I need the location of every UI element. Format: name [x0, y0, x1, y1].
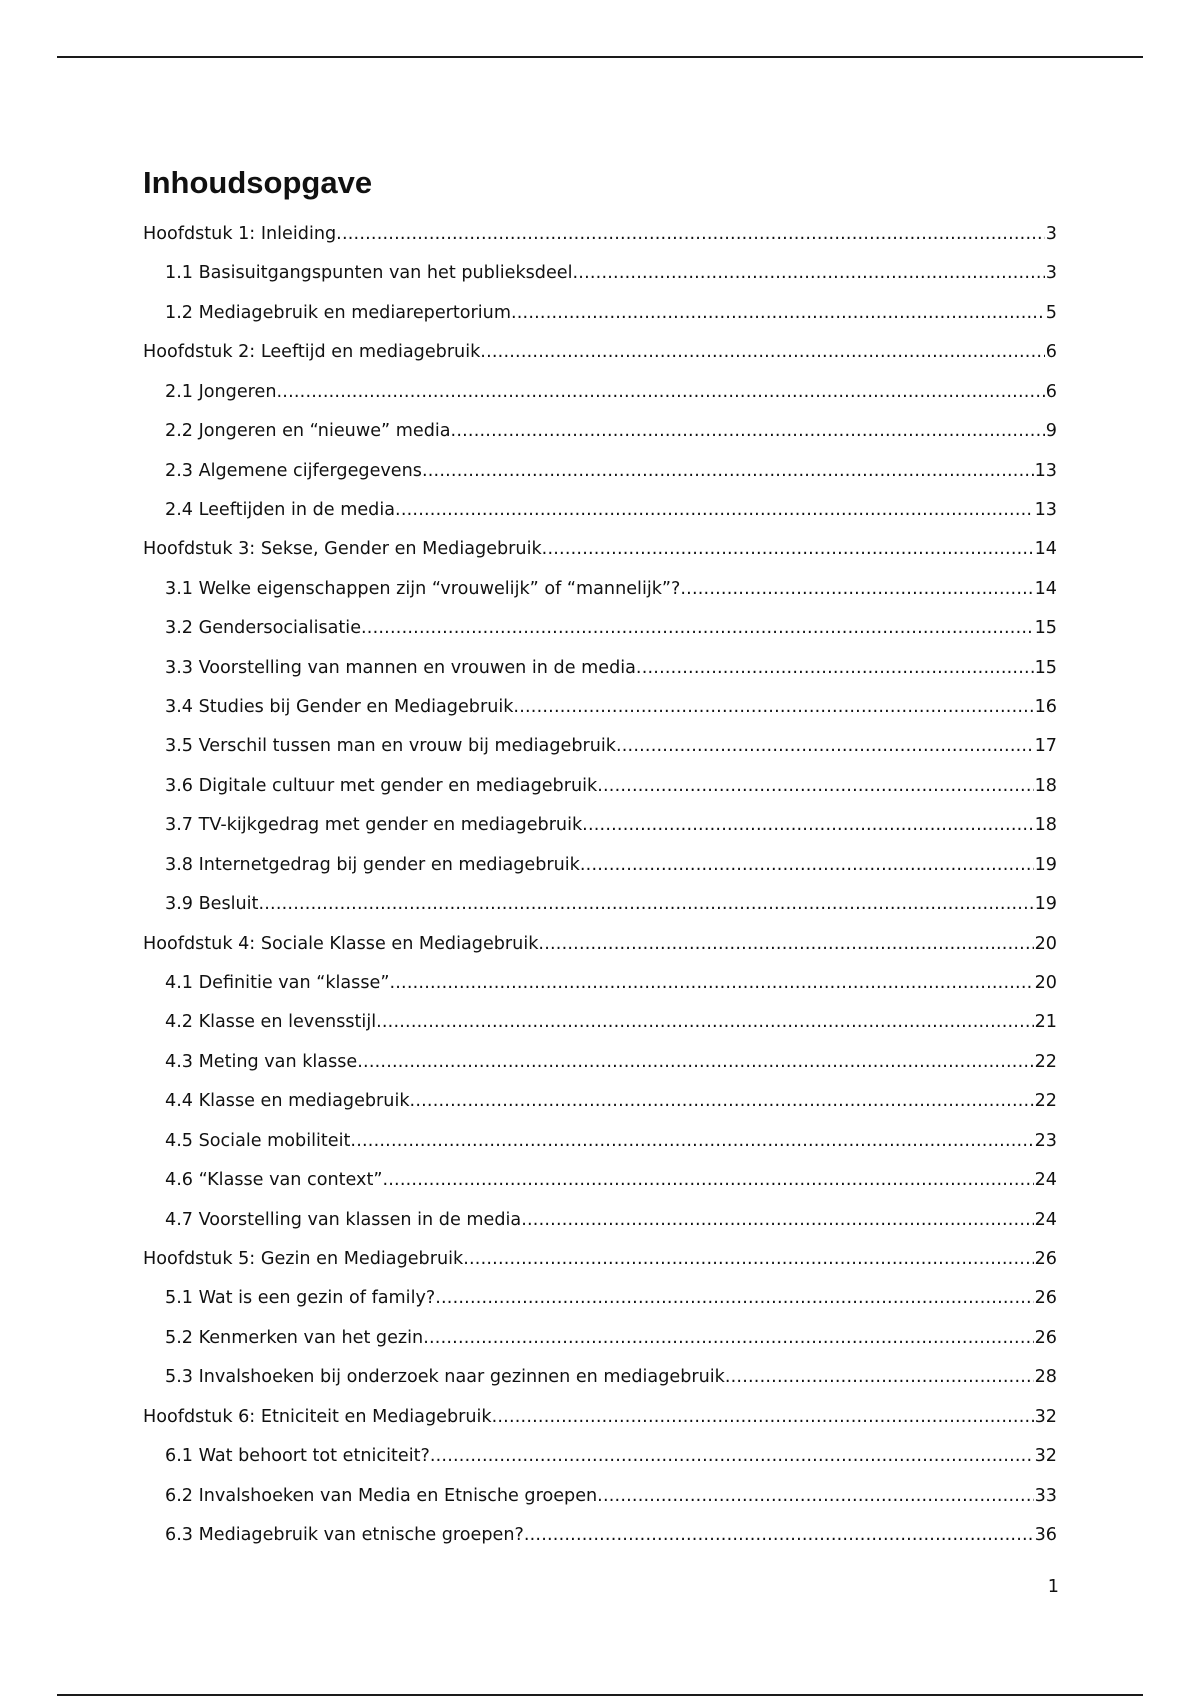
toc-entry-label: 6.1 Wat behoort tot etniciteit?: [165, 1446, 430, 1467]
toc-entry-label: 4.7 Voorstelling van klassen in de media: [165, 1209, 522, 1230]
toc-dot-leader: [636, 649, 1034, 688]
toc-section-entry[interactable]: [143, 452, 1057, 491]
toc-entry-label: 6.3 Mediagebruik van etnische groepen?: [165, 1524, 524, 1545]
toc-entry-page: 9: [1045, 421, 1057, 442]
toc-entry-label: 3.1 Welke eigenschappen zijn “vrouwelijk” of “mannelijk”?: [165, 578, 681, 599]
toc-section-entry[interactable]: [143, 1082, 1057, 1121]
toc-dot-leader: [492, 1398, 1034, 1437]
toc-entry-page: 32: [1034, 1446, 1057, 1467]
toc-dot-leader: [582, 806, 1033, 845]
toc-chapter-entry[interactable]: [143, 1398, 1057, 1437]
toc-chapter-entry[interactable]: [143, 333, 1057, 372]
toc-entry-page: 18: [1034, 775, 1057, 796]
toc-section-entry[interactable]: [143, 885, 1057, 924]
toc-dot-leader: [597, 767, 1033, 806]
toc-entry-page: 17: [1034, 736, 1057, 757]
toc-section-entry[interactable]: [143, 649, 1057, 688]
toc-entry-page: 21: [1034, 1012, 1057, 1033]
toc-entry-page: 6: [1045, 381, 1057, 402]
toc-entry-page: 15: [1034, 657, 1057, 678]
toc-dot-leader: [382, 1161, 1033, 1200]
toc-section-entry[interactable]: [143, 688, 1057, 727]
toc-entry-label: 5.3 Invalshoeken bij onderzoek naar gezinnen en mediagebruik: [165, 1367, 725, 1388]
toc-entry-label: 3.2 Gendersocialisatie: [165, 618, 362, 639]
toc-entry-label: 4.4 Klasse en mediagebruik: [165, 1091, 410, 1112]
toc-section-entry[interactable]: [143, 254, 1057, 293]
toc-entry-page: 20: [1034, 973, 1057, 994]
toc-section-entry[interactable]: [143, 373, 1057, 412]
toc-entry-page: 24: [1034, 1209, 1057, 1230]
toc-dot-leader: [680, 570, 1033, 609]
toc-entry-label: 2.3 Algemene cijfergegevens: [165, 460, 422, 481]
toc-entry-label: 6.2 Invalshoeken van Media en Etnische groepen: [165, 1485, 598, 1506]
toc-dot-leader: [357, 1043, 1033, 1082]
toc-dot-leader: [376, 1003, 1034, 1042]
toc-entry-label: 3.9 Besluit: [165, 894, 259, 915]
toc-entry-label: 5.1 Wat is een gezin of family?: [165, 1288, 436, 1309]
toc-dot-leader: [435, 1279, 1033, 1318]
toc-dot-leader: [350, 1122, 1033, 1161]
toc-dot-leader: [423, 1319, 1033, 1358]
footer-rule: [57, 1694, 1143, 1696]
toc-entry-page: 20: [1034, 933, 1057, 954]
toc-dot-leader: [336, 215, 1045, 254]
toc-section-entry[interactable]: [143, 412, 1057, 451]
toc-section-entry[interactable]: [143, 1437, 1057, 1476]
toc-entry-page: 14: [1034, 578, 1057, 599]
toc-section-entry[interactable]: [143, 491, 1057, 530]
toc-dot-leader: [395, 491, 1034, 530]
toc-section-entry[interactable]: [143, 570, 1057, 609]
toc-entry-page: 32: [1034, 1406, 1057, 1427]
toc-dot-leader: [538, 925, 1033, 964]
toc-entry-label: 3.5 Verschil tussen man en vrouw bij mediagebruik: [165, 736, 616, 757]
toc-entry-label: 5.2 Kenmerken van het gezin: [165, 1327, 424, 1348]
toc-entry-page: 23: [1034, 1130, 1057, 1151]
toc-entry-label: Hoofdstuk 1: Inleiding: [143, 224, 337, 244]
toc-entry-label: 4.2 Klasse en levensstijl: [165, 1012, 377, 1033]
toc-dot-leader: [616, 727, 1034, 766]
toc-section-entry[interactable]: [143, 1477, 1057, 1516]
toc-section-entry[interactable]: [143, 1319, 1057, 1358]
toc-section-entry[interactable]: [143, 806, 1057, 845]
toc-entry-label: 2.2 Jongeren en “nieuwe” media: [165, 421, 451, 442]
toc-entry-label: 2.4 Leeftijden in de media: [165, 499, 396, 520]
toc-dot-leader: [725, 1358, 1034, 1397]
toc-entry-page: 24: [1034, 1170, 1057, 1191]
toc-dot-leader: [451, 412, 1045, 451]
toc-section-entry[interactable]: [143, 1516, 1057, 1555]
page-title: Inhoudsopgave: [143, 165, 373, 200]
toc-entry-label: 4.5 Sociale mobiliteit: [165, 1130, 351, 1151]
toc-dot-leader: [422, 452, 1034, 491]
toc-entry-page: 13: [1034, 499, 1057, 520]
toc-entry-label: Hoofdstuk 4: Sociale Klasse en Mediagebruik: [143, 933, 539, 954]
toc-section-entry[interactable]: [143, 1201, 1057, 1240]
toc-entry-label: 3.3 Voorstelling van mannen en vrouwen in de media: [165, 657, 636, 678]
toc-entry-label: Hoofdstuk 2: Leeftijd en mediagebruik: [143, 342, 481, 363]
toc-section-entry[interactable]: [143, 609, 1057, 648]
toc-dot-leader: [511, 294, 1045, 333]
toc-entry-page: 18: [1034, 815, 1057, 836]
toc-entry-page: 5: [1045, 302, 1057, 323]
toc-section-entry[interactable]: [143, 1161, 1057, 1200]
toc-dot-leader: [573, 254, 1045, 293]
toc-dot-leader: [480, 333, 1045, 372]
toc-section-entry[interactable]: [143, 1043, 1057, 1082]
toc-entry-label: 1.2 Mediagebruik en mediarepertorium: [165, 302, 511, 323]
toc-entry-page: 6: [1045, 342, 1057, 363]
toc-entry-label: 2.1 Jongeren: [165, 381, 277, 402]
toc-entry-page: 16: [1034, 697, 1057, 718]
toc-entry-page: 26: [1034, 1327, 1057, 1348]
toc-dot-leader: [542, 530, 1034, 569]
toc-entry-label: 3.8 Internetgedrag bij gender en mediagebruik: [165, 854, 580, 875]
toc-dot-leader: [277, 373, 1045, 412]
toc-entry-page: 26: [1034, 1248, 1057, 1269]
table-of-contents: [143, 215, 1057, 1555]
toc-entry-label: 4.3 Meting van klasse: [165, 1051, 358, 1072]
toc-section-entry[interactable]: [143, 727, 1057, 766]
toc-entry-label: 4.6 “Klasse van context”: [165, 1170, 383, 1191]
toc-chapter-entry[interactable]: [143, 925, 1057, 964]
toc-entry-label: Hoofdstuk 6: Etniciteit en Mediagebruik: [143, 1406, 492, 1427]
toc-entry-label: 3.6 Digitale cultuur met gender en mediagebruik: [165, 775, 598, 796]
toc-entry-page: 13: [1034, 460, 1057, 481]
toc-chapter-entry[interactable]: [143, 215, 1057, 254]
toc-dot-leader: [524, 1516, 1034, 1555]
toc-dot-leader: [597, 1477, 1033, 1516]
toc-chapter-entry[interactable]: [143, 1240, 1057, 1279]
toc-section-entry[interactable]: [143, 1358, 1057, 1397]
toc-entry-page: 3: [1045, 263, 1057, 284]
toc-section-entry[interactable]: [143, 1279, 1057, 1318]
toc-section-entry[interactable]: [143, 964, 1057, 1003]
toc-entry-label: 4.1 Definitie van “klasse”: [165, 973, 390, 994]
toc-entry-page: 19: [1034, 894, 1057, 915]
toc-dot-leader: [513, 688, 1033, 727]
toc-entry-page: 22: [1034, 1091, 1057, 1112]
toc-dot-leader: [580, 846, 1034, 885]
toc-dot-leader: [521, 1201, 1033, 1240]
toc-entry-page: 14: [1034, 539, 1057, 560]
toc-dot-leader: [389, 964, 1033, 1003]
toc-entry-page: 36: [1034, 1524, 1057, 1545]
toc-entry-page: 19: [1034, 854, 1057, 875]
toc-entry-label: Hoofdstuk 3: Sekse, Gender en Mediagebruik: [143, 539, 542, 560]
header-rule: [57, 56, 1143, 58]
toc-entry-page: 22: [1034, 1051, 1057, 1072]
toc-section-entry[interactable]: [143, 767, 1057, 806]
toc-dot-leader: [410, 1082, 1034, 1121]
toc-section-entry[interactable]: [143, 294, 1057, 333]
page-number: 1: [1047, 1577, 1059, 1597]
toc-dot-leader: [463, 1240, 1033, 1279]
toc-entry-label: 3.4 Studies bij Gender en Mediagebruik: [165, 697, 514, 718]
toc-section-entry[interactable]: [143, 1122, 1057, 1161]
toc-entry-label: 1.1 Basisuitgangspunten van het publieksdeel: [165, 263, 573, 284]
toc-dot-leader: [361, 609, 1034, 648]
toc-entry-page: 15: [1034, 618, 1057, 639]
toc-entry-label: Hoofdstuk 5: Gezin en Mediagebruik: [143, 1248, 464, 1269]
toc-section-entry[interactable]: [143, 1003, 1057, 1042]
toc-entry-page: 28: [1034, 1367, 1057, 1388]
toc-dot-leader: [258, 885, 1033, 924]
toc-entry-page: 33: [1034, 1485, 1057, 1506]
toc-entry-page: 26: [1034, 1288, 1057, 1309]
toc-chapter-entry[interactable]: [143, 530, 1057, 569]
toc-section-entry[interactable]: [143, 846, 1057, 885]
toc-entry-label: 3.7 TV-kijkgedrag met gender en mediagebruik: [165, 815, 583, 836]
toc-entry-page: 3: [1045, 224, 1057, 244]
toc-dot-leader: [430, 1437, 1034, 1476]
